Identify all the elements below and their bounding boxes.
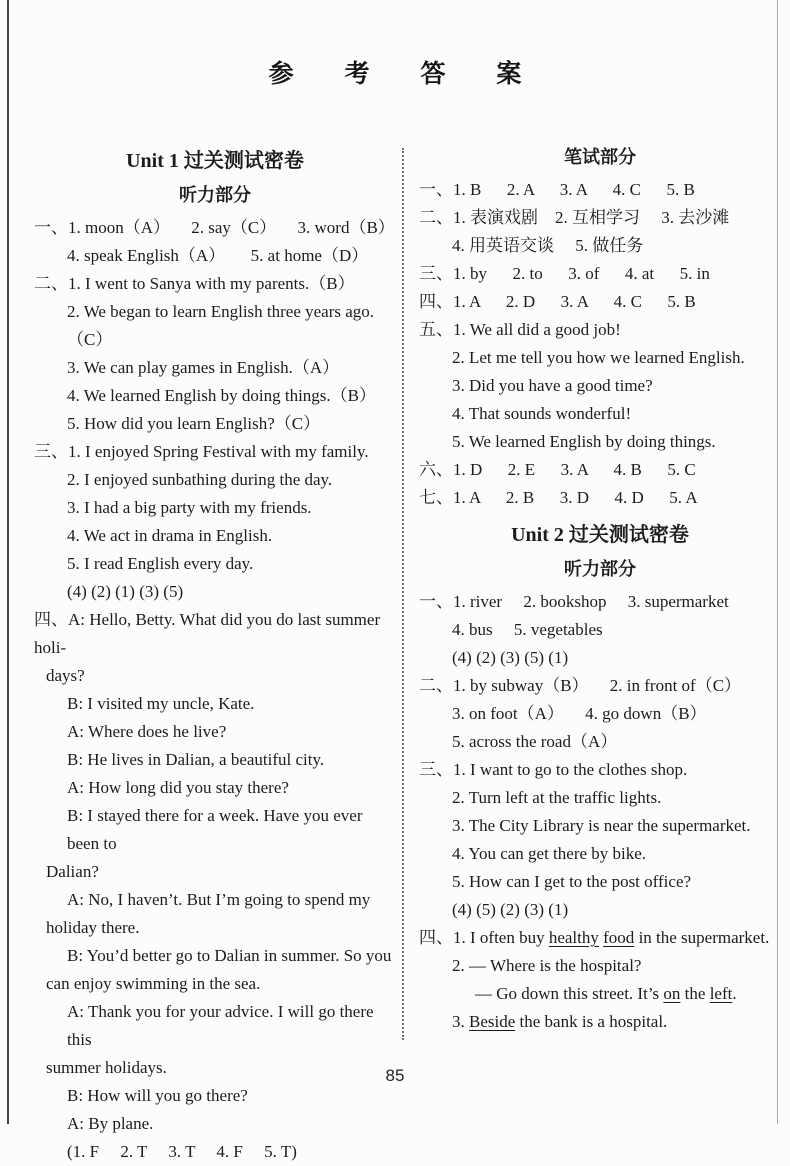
answer-line (34, 970, 396, 998)
answer-line (34, 1110, 396, 1138)
answer-line (34, 466, 396, 494)
answer-text: A: No, I haven’t. But I’m going to spend my (67, 890, 371, 909)
answer-text: 1. D 2. E 3. A 4. B 5. C (453, 460, 696, 479)
answer-line (34, 354, 396, 382)
answer-line (34, 942, 396, 970)
answer-text: B: I visited my uncle, Kate. (67, 694, 255, 713)
answer-line (419, 672, 781, 700)
answer-text: 1. We all did a good job! (453, 320, 621, 339)
answer-text: 3. I had a big party with my friends. (67, 498, 312, 517)
answer-text: A: Thank you for your advice. I will go there this (67, 1002, 378, 1049)
answer-line (419, 728, 781, 756)
answer-text: 听力部分 (179, 185, 251, 205)
underlined-answer-text: food (603, 928, 635, 947)
left-column (34, 138, 396, 1166)
answer-line (419, 428, 781, 456)
answer-line (34, 690, 396, 718)
section-marker: 一、 (34, 218, 68, 237)
page-title: 参 考 答 案 (268, 60, 544, 88)
answer-text: — Go down this street. It’s (475, 984, 664, 1003)
answer-line (34, 242, 396, 270)
answer-line (34, 522, 396, 550)
answer-line (34, 298, 396, 354)
answer-text: the bank is a hospital. (515, 1012, 668, 1031)
answer-line (34, 746, 396, 774)
answer-text: 5. across the road（A） (452, 732, 618, 751)
answer-text: A: By plane. (67, 1114, 154, 1133)
answer-text: the (680, 984, 710, 1003)
answer-text: 1. 表演戏剧 2. 互相学习 3. 去沙滩 (453, 208, 730, 227)
answer-line (34, 998, 396, 1054)
answer-text: 4. 用英语交谈 5. 做任务 (452, 236, 644, 255)
answer-line (34, 214, 396, 242)
answer-text: 1. A 2. B 3. D 4. D 5. A (453, 488, 698, 507)
answer-text: A: How long did you stay there? (67, 778, 289, 797)
answer-text: 3. (452, 1012, 469, 1031)
page-edge-line-left (7, 0, 9, 1124)
answer-text: (4) (2) (1) (3) (5) (67, 582, 184, 601)
section-marker: 三、 (419, 760, 453, 779)
answer-line (419, 400, 781, 428)
section-marker: 二、 (34, 274, 68, 293)
answer-text: 1. A 2. D 3. A 4. C 5. B (453, 292, 696, 311)
section-marker: 二、 (419, 208, 453, 227)
answer-text: 1. B 2. A 3. A 4. C 5. B (453, 180, 695, 199)
answer-line (419, 616, 781, 644)
unit-1-listening-heading (34, 181, 396, 209)
answer-line (34, 270, 396, 298)
answer-text: 4. We learned English by doing things.（B） (67, 386, 377, 405)
answer-line (419, 344, 781, 372)
answer-text: Unit 2 过关测试密卷 (511, 524, 689, 546)
answer-text: 5. How did you learn English?（C） (67, 414, 321, 433)
answer-text: 3. We can play games in English.（A） (67, 358, 340, 377)
answer-text: 2. — Where is the hospital? (452, 956, 642, 975)
answer-text: 1. by 2. to 3. of 4. at 5. in (453, 264, 710, 283)
answer-line (419, 316, 781, 344)
section-marker: 四、 (419, 928, 453, 947)
underlined-answer-text: on (663, 984, 681, 1003)
answer-text: 4. speak English（A） 5. at home（D） (67, 246, 369, 265)
answer-text: holiday there. (46, 918, 140, 937)
answer-line (34, 1082, 396, 1110)
answer-line (34, 606, 396, 662)
answer-line (419, 896, 781, 924)
answer-line (34, 774, 396, 802)
answer-line (419, 588, 781, 616)
right-column (419, 138, 781, 1036)
answer-line (419, 980, 781, 1008)
answer-line (419, 288, 781, 316)
answer-text: 3. The City Library is near the supermarket. (452, 816, 751, 835)
answer-line (34, 718, 396, 746)
answer-text: 3. on foot（A） 4. go down（B） (452, 704, 707, 723)
answer-text: B: He lives in Dalian, a beautiful city. (67, 750, 325, 769)
answer-text: 笔试部分 (564, 147, 636, 167)
answer-text: B: You’d better go to Dalian in summer. So you (67, 946, 392, 965)
answer-text: (4) (2) (3) (5) (1) (452, 648, 569, 667)
answer-text: A: Where does he live? (67, 722, 227, 741)
answer-text: 2. I enjoyed sunbathing during the day. (67, 470, 333, 489)
answer-line (419, 456, 781, 484)
section-marker: 一、 (419, 180, 453, 199)
answer-text: B: I stayed there for a week. Have you ever been to (67, 806, 367, 853)
answer-text: summer holidays. (46, 1058, 167, 1077)
section-marker: 六、 (419, 460, 453, 479)
underlined-answer-text: healthy (548, 928, 599, 947)
answer-text: 4. We act in drama in English. (67, 526, 273, 545)
answer-text: 1. river 2. bookshop 3. supermarket (453, 592, 729, 611)
answer-text: 听力部分 (564, 559, 636, 579)
answer-text: . (732, 984, 737, 1003)
answer-text: 5. We learned English by doing things. (452, 432, 716, 451)
answer-line (419, 812, 781, 840)
answer-text: days? (46, 666, 85, 685)
section-marker: 五、 (419, 320, 453, 339)
answer-text: 1. I enjoyed Spring Festival with my family. (68, 442, 369, 461)
answer-line (419, 1008, 781, 1036)
unit-2-heading (419, 520, 781, 550)
answer-line (419, 784, 781, 812)
answer-line (419, 868, 781, 896)
unit-2-listening-heading (419, 555, 781, 583)
answer-line (34, 802, 396, 858)
answer-line (34, 662, 396, 690)
answer-line (419, 372, 781, 400)
answer-text: Dalian? (46, 862, 99, 881)
answer-text: (4) (5) (2) (3) (1) (452, 900, 569, 919)
answer-text: 2. Let me tell you how we learned English. (452, 348, 745, 367)
answer-line (419, 260, 781, 288)
answer-line (419, 700, 781, 728)
answer-text: 3. Did you have a good time? (452, 376, 653, 395)
answer-line (34, 578, 396, 606)
answer-line (419, 756, 781, 784)
answer-line (34, 858, 396, 886)
answer-text: 1. by subway（B） 2. in front of（C） (453, 676, 742, 695)
section-marker: 一、 (419, 592, 453, 611)
answer-text: 4. You can get there by bike. (452, 844, 647, 863)
section-marker: 二、 (419, 676, 453, 695)
answer-text: 1. moon（A） 2. say（C） 3. word（B） (68, 218, 395, 237)
answer-text: in the supermarket. (634, 928, 770, 947)
answer-line (34, 914, 396, 942)
answer-line (419, 232, 781, 260)
answer-text: 4. That sounds wonderful! (452, 404, 632, 423)
section-marker: 四、 (34, 610, 68, 629)
answer-text: A: Hello, Betty. What did you do last summer holi- (34, 610, 385, 657)
answer-text: 2. Turn left at the traffic lights. (452, 788, 662, 807)
answer-line (34, 886, 396, 914)
answer-text: 2. We began to learn English three years ago.（C） (67, 302, 375, 349)
section-marker: 七、 (419, 488, 453, 507)
section-marker: 三、 (34, 442, 68, 461)
answer-line (419, 644, 781, 672)
answer-line (419, 484, 781, 512)
unit-1-written-heading (419, 143, 781, 171)
section-marker: 三、 (419, 264, 453, 283)
underlined-answer-text: Beside (469, 1012, 516, 1031)
answer-text: 1. I want to go to the clothes shop. (453, 760, 688, 779)
answer-text: 1. I went to Sanya with my parents.（B） (68, 274, 355, 293)
answer-line (34, 438, 396, 466)
column-divider (402, 148, 404, 1040)
answer-text: B: How will you go there? (67, 1086, 248, 1105)
answer-text: 4. bus 5. vegetables (452, 620, 603, 639)
answer-line (419, 924, 781, 952)
answer-text: Unit 1 过关测试密卷 (126, 150, 304, 172)
answer-line (34, 550, 396, 578)
answer-line (419, 176, 781, 204)
unit-1-heading (34, 146, 396, 176)
answer-line (419, 952, 781, 980)
answer-text: 5. How can I get to the post office? (452, 872, 692, 891)
section-marker: 四、 (419, 292, 453, 311)
answer-text: 1. I often buy (453, 928, 549, 947)
page-number: 85 (385, 1066, 405, 1085)
answer-line (419, 840, 781, 868)
answer-line (34, 494, 396, 522)
answer-text: can enjoy swimming in the sea. (46, 974, 261, 993)
answer-line (34, 410, 396, 438)
underlined-answer-text: left (709, 984, 733, 1003)
answer-text: 5. I read English every day. (67, 554, 254, 573)
answer-line (419, 204, 781, 232)
answer-line (34, 1138, 396, 1166)
answer-text: (1. F 2. T 3. T 4. F 5. T) (67, 1142, 297, 1161)
answer-line (34, 382, 396, 410)
